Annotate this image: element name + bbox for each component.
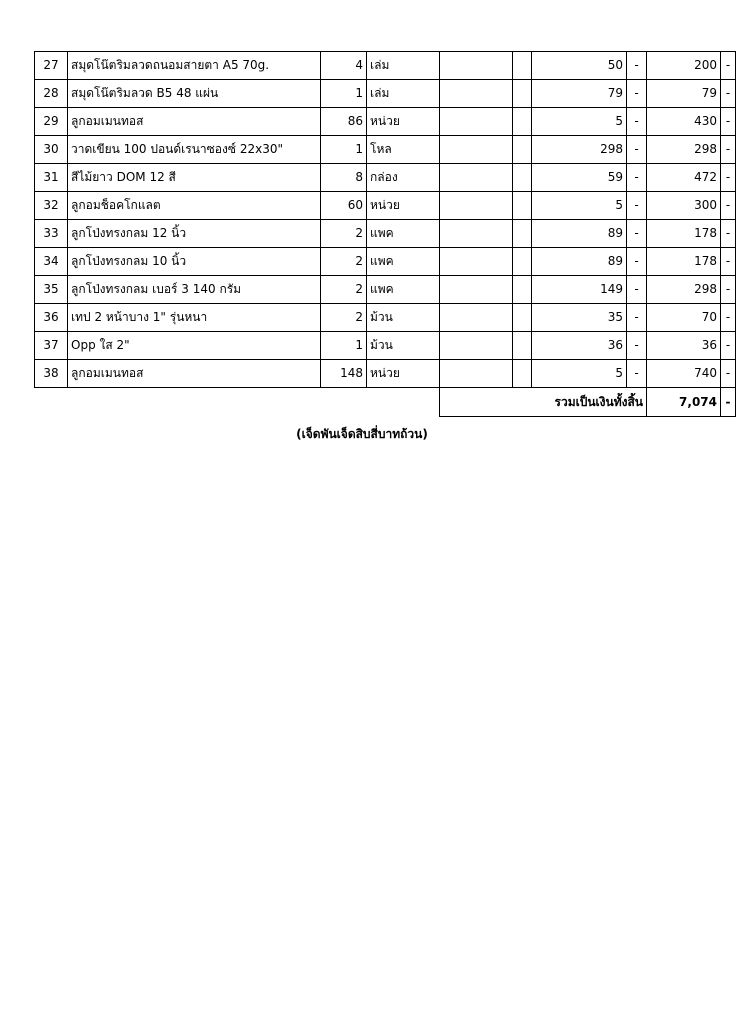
item-blank-column (440, 304, 513, 332)
item-unit-price: 149 (532, 276, 627, 304)
item-unit: หน่วย (367, 360, 440, 388)
items-body (35, 52, 736, 388)
summary-total-decimal: - (721, 388, 736, 417)
item-total: 298 (647, 136, 721, 164)
item-quantity: 148 (321, 360, 367, 388)
item-blank-column (513, 108, 532, 136)
item-quantity: 2 (321, 248, 367, 276)
table-row (35, 108, 736, 136)
item-quantity: 2 (321, 276, 367, 304)
item-description: ลูกอมเมนทอส (68, 108, 321, 136)
item-unit-price: 89 (532, 220, 627, 248)
item-quantity: 86 (321, 108, 367, 136)
item-blank-column (513, 332, 532, 360)
item-blank-column (513, 80, 532, 108)
item-description: เทป 2 หน้าบาง 1" รุ่นหนา (68, 304, 321, 332)
item-unit: กล่อง (367, 164, 440, 192)
item-quantity: 8 (321, 164, 367, 192)
summary-row (35, 388, 736, 417)
table-row (35, 304, 736, 332)
item-total-decimal: - (721, 248, 736, 276)
item-unit: ม้วน (367, 304, 440, 332)
table-row (35, 248, 736, 276)
table-row (35, 80, 736, 108)
item-blank-column (513, 52, 532, 80)
summary-spacer (35, 388, 440, 417)
table-row (35, 164, 736, 192)
item-number: 33 (35, 220, 68, 248)
item-unit-price: 298 (532, 136, 627, 164)
item-number: 30 (35, 136, 68, 164)
item-description: Opp ใส 2" (68, 332, 321, 360)
item-blank-column (513, 136, 532, 164)
item-description: ลูกโป่งทรงกลม 10 นิ้ว (68, 248, 321, 276)
item-total-decimal: - (721, 192, 736, 220)
item-blank-column (440, 164, 513, 192)
item-blank-column (440, 80, 513, 108)
item-blank-column (513, 220, 532, 248)
table-row (35, 136, 736, 164)
item-unit-price: 36 (532, 332, 627, 360)
item-unit-price-decimal: - (627, 276, 647, 304)
item-blank-column (513, 192, 532, 220)
item-blank-column (440, 192, 513, 220)
item-unit-price: 59 (532, 164, 627, 192)
items-table (34, 51, 736, 417)
item-number: 34 (35, 248, 68, 276)
item-blank-column (440, 52, 513, 80)
item-description: ลูกอมเมนทอส (68, 360, 321, 388)
item-total: 70 (647, 304, 721, 332)
item-unit: แพค (367, 276, 440, 304)
item-quantity: 1 (321, 332, 367, 360)
table-row (35, 220, 736, 248)
item-unit-price: 50 (532, 52, 627, 80)
item-description: สมุดโน๊ตริมลวด B5 48 แผ่น (68, 80, 321, 108)
summary-label: รวมเป็นเงินทั้งสิ้น (440, 388, 647, 417)
item-quantity: 2 (321, 304, 367, 332)
item-blank-column (513, 360, 532, 388)
item-unit-price: 79 (532, 80, 627, 108)
item-number: 37 (35, 332, 68, 360)
item-blank-column (440, 220, 513, 248)
item-unit-price: 5 (532, 108, 627, 136)
item-blank-column (513, 276, 532, 304)
table-row (35, 332, 736, 360)
item-unit-price-decimal: - (627, 80, 647, 108)
item-unit: เล่ม (367, 80, 440, 108)
item-unit-price-decimal: - (627, 248, 647, 276)
item-blank-column (440, 108, 513, 136)
item-total: 300 (647, 192, 721, 220)
item-unit-price: 5 (532, 192, 627, 220)
item-number: 29 (35, 108, 68, 136)
item-total-decimal: - (721, 164, 736, 192)
item-description: ลูกโป่งทรงกลม เบอร์ 3 140 กรัม (68, 276, 321, 304)
item-unit-price: 35 (532, 304, 627, 332)
amount-in-words: (เจ็ดพันเจ็ดสิบสี่บาทถ้วน) (296, 427, 428, 441)
item-unit-price-decimal: - (627, 164, 647, 192)
item-number: 36 (35, 304, 68, 332)
item-unit-price-decimal: - (627, 220, 647, 248)
table-row (35, 276, 736, 304)
item-description: สมุดโน๊ตริมลวดถนอมสายตา A5 70g. (68, 52, 321, 80)
item-unit: หน่วย (367, 108, 440, 136)
item-number: 31 (35, 164, 68, 192)
item-blank-column (440, 136, 513, 164)
item-quantity: 2 (321, 220, 367, 248)
item-blank-column (513, 248, 532, 276)
table-row (35, 360, 736, 388)
item-blank-column (513, 164, 532, 192)
item-unit: หน่วย (367, 192, 440, 220)
item-quantity: 1 (321, 136, 367, 164)
item-total: 200 (647, 52, 721, 80)
item-description: ลูกอมช็อคโกแลต (68, 192, 321, 220)
item-unit-price-decimal: - (627, 136, 647, 164)
item-total-decimal: - (721, 80, 736, 108)
item-unit: เล่ม (367, 52, 440, 80)
item-number: 32 (35, 192, 68, 220)
item-total: 430 (647, 108, 721, 136)
item-unit-price-decimal: - (627, 52, 647, 80)
item-total-decimal: - (721, 332, 736, 360)
item-total: 79 (647, 80, 721, 108)
item-number: 28 (35, 80, 68, 108)
item-total: 36 (647, 332, 721, 360)
item-blank-column (440, 360, 513, 388)
item-total: 298 (647, 276, 721, 304)
item-unit-price-decimal: - (627, 108, 647, 136)
item-quantity: 1 (321, 80, 367, 108)
item-total: 178 (647, 220, 721, 248)
item-unit-price-decimal: - (627, 332, 647, 360)
item-unit-price: 5 (532, 360, 627, 388)
summary-total: 7,074 (647, 388, 721, 417)
item-blank-column (513, 304, 532, 332)
item-unit-price-decimal: - (627, 304, 647, 332)
item-total-decimal: - (721, 220, 736, 248)
item-total-decimal: - (721, 304, 736, 332)
item-unit-price: 89 (532, 248, 627, 276)
item-unit: โหล (367, 136, 440, 164)
item-total-decimal: - (721, 276, 736, 304)
item-unit: แพค (367, 220, 440, 248)
item-total-decimal: - (721, 52, 736, 80)
item-description: ลูกโป่งทรงกลม 12 นิ้ว (68, 220, 321, 248)
item-total-decimal: - (721, 360, 736, 388)
item-unit-price-decimal: - (627, 192, 647, 220)
item-unit: แพค (367, 248, 440, 276)
item-quantity: 4 (321, 52, 367, 80)
item-blank-column (440, 276, 513, 304)
item-total: 178 (647, 248, 721, 276)
item-quantity: 60 (321, 192, 367, 220)
item-description: สีไม้ยาว DOM 12 สี (68, 164, 321, 192)
item-blank-column (440, 332, 513, 360)
item-total: 740 (647, 360, 721, 388)
item-blank-column (440, 248, 513, 276)
item-number: 27 (35, 52, 68, 80)
item-number: 35 (35, 276, 68, 304)
item-total-decimal: - (721, 108, 736, 136)
item-unit: ม้วน (367, 332, 440, 360)
item-number: 38 (35, 360, 68, 388)
table-row (35, 52, 736, 80)
item-description: วาดเขียน 100 ปอนด์เรนาซองซ์ 22x30" (68, 136, 321, 164)
item-total: 472 (647, 164, 721, 192)
item-total-decimal: - (721, 136, 736, 164)
item-unit-price-decimal: - (627, 360, 647, 388)
table-row (35, 192, 736, 220)
